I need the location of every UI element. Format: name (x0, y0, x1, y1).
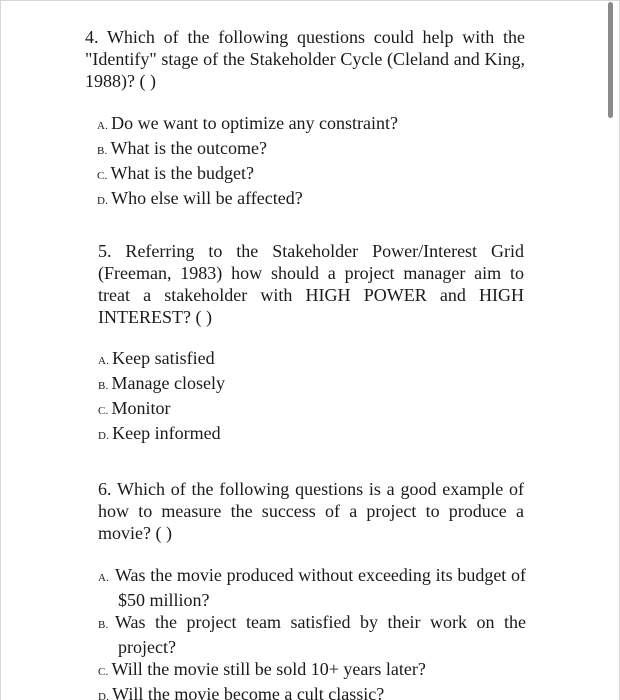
option-6a[interactable] (98, 564, 526, 611)
option-text: Will the movie become a cult classic? (112, 684, 385, 700)
page-border-top (0, 0, 620, 1)
option-6c[interactable] (98, 658, 526, 683)
option-6d[interactable] (98, 683, 526, 700)
option-letter: D. (97, 195, 109, 207)
question-4-options (97, 112, 527, 212)
option-letter: B. (98, 619, 109, 631)
option-letter: A. (97, 120, 109, 132)
option-text: Monitor (111, 398, 171, 418)
option-letter: C. (98, 405, 109, 417)
option-5a[interactable] (98, 347, 528, 372)
scrollbar-thumb[interactable] (608, 2, 613, 118)
option-letter: D. (98, 691, 110, 700)
option-6b[interactable] (98, 611, 526, 658)
question-5-text: 5. Referring to the Stakeholder Power/Interest Grid (Freeman, 1983) how should a project manager aim to treat a stakeholder with HIGH POWER and HIGH INTEREST? ( ) (98, 241, 524, 327)
option-5c[interactable] (98, 397, 528, 422)
option-5b[interactable] (98, 372, 528, 397)
option-letter: B. (97, 145, 108, 157)
option-text: Was the movie produced without exceeding its budget of $50 million? (115, 565, 526, 610)
option-4c[interactable] (97, 162, 527, 187)
option-text: Manage closely (111, 373, 225, 393)
option-letter: C. (97, 170, 108, 182)
page-border-left (0, 0, 1, 700)
option-text: Will the movie still be sold 10+ years later? (111, 659, 426, 679)
option-text: What is the outcome? (110, 138, 267, 158)
question-6-options (98, 564, 526, 700)
question-6-text: 6. Which of the following questions is a good example of how to measure the success of a project to produce a movie? ( ) (98, 479, 524, 543)
option-4a[interactable] (97, 112, 527, 137)
option-5d[interactable] (98, 422, 528, 447)
option-text: Keep informed (112, 423, 221, 443)
option-letter: D. (98, 430, 110, 442)
option-4b[interactable] (97, 137, 527, 162)
option-letter: B. (98, 380, 109, 392)
option-text: Keep satisfied (112, 348, 215, 368)
option-text: What is the budget? (110, 163, 254, 183)
option-text: Who else will be affected? (111, 188, 303, 208)
question-4-text: 4. Which of the following questions could help with the "Identify" stage of the Stakeholder Cycle (Cleland and King, 1988)? ( ) (85, 27, 525, 91)
option-text: Was the project team satisfied by their work on the project? (115, 612, 526, 657)
option-letter: A. (98, 572, 110, 584)
question-5-options (98, 347, 528, 447)
option-letter: C. (98, 666, 109, 678)
option-text: Do we want to optimize any constraint? (111, 113, 399, 133)
option-letter: A. (98, 355, 110, 367)
option-4d[interactable] (97, 187, 527, 212)
